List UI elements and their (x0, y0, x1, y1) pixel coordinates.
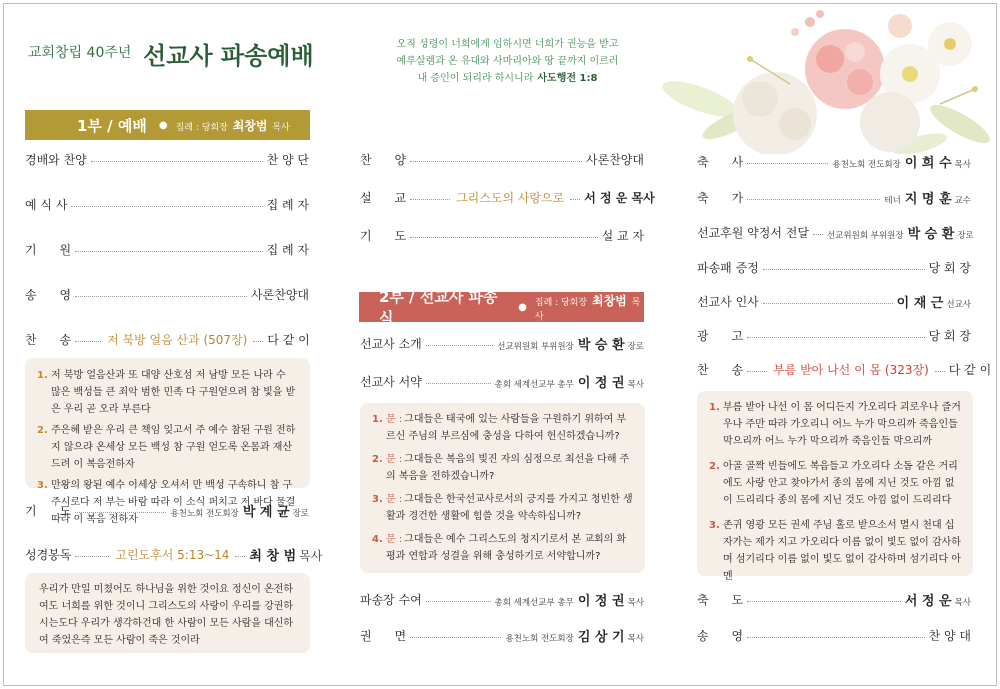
page-title: 선교사 파송예배 (143, 42, 314, 70)
vow-questions-box (360, 403, 645, 573)
program-row: 송 영 사론찬양대 (25, 287, 309, 302)
program-row: 예 식 사 집 례 자 (25, 197, 309, 212)
program-row: 선교후원 약정서 전달 선교위원회 부위원장 박 승 환 장로 (697, 225, 974, 242)
program-row: 축 사 용천노회 전도회장 이 희 수 목사 (697, 154, 971, 171)
list-item: 3. 만왕의 왕된 예수 이세상 오셔서 만 백성 구속하니 참 구주시로다 저 부는 바람 따라 이 소식 퍼치고 저 바다 물결 따라 이 복음 전하자 (37, 480, 296, 525)
part2-officiant: 집례 : 당회장 최창범 목사 (534, 294, 641, 322)
list-item: 2. 문 : 그대들은 복음의 빚진 자의 심정으로 최선을 다해 주의 복음을 전하겠습니까? (372, 454, 630, 482)
program-row: 선교사 인사 이 재 근 선교사 (697, 294, 971, 311)
program-row: 기 원 집 례 자 (25, 242, 309, 257)
hymn-title: 부름 받아 나선 이 몸 (323장) (773, 362, 929, 377)
scripture-reference: 고린도후서 5:13~14 (115, 547, 230, 562)
program-row: 기 도 용천노회 전도회장 박 계 균 장로 (25, 503, 309, 520)
list-item: 1. 부름 받아 나선 이 몸 어디든지 가오리다 괴로우나 즐거우나 주만 따라 가오리니 어느 누가 막으리까 죽음인들 막으리까 어느 누가 막으리까 죽음인들 막으리까 (709, 402, 961, 447)
hymn-title: 저 북방 얼음 산과 (507장) (107, 332, 248, 347)
program-row: 선교사 소개 선교위원회 부위원장 박 승 환 장로 (360, 336, 644, 353)
list-item: 2. 아골 골짝 빈들에도 복음들고 가오리다 소돔 같은 거리에도 사랑 안고 찾아가서 종의 몸에 지닌 것도 아낌 없이 드리리다 종의 몸에 지닌 것도 아낌 없이 드리리다 (709, 461, 958, 506)
program-row: 경배와 찬양 찬 양 단 (25, 152, 309, 167)
program-row: 찬 송 저 북방 얼음 산과 (507장) 다 같 이 (25, 332, 310, 347)
program-row: 성경봉독 고린도후서 5:13~14 최 창 범 목사 (25, 547, 323, 564)
scripture-text-box: 우리가 만일 미쳤어도 하나님을 위한 것이요 정신이 온전하여도 너희를 위한 것이니 그리스도의 사랑이 우리를 강권하시는도다 우리가 생각하건대 한 사람이 모든 사람을 대신하여 죽었은즉 모든 사람이 죽은 것이라 (25, 573, 310, 653)
program-row: 설 교 그리스도의 사랑으로 서 정 운 목사 (360, 190, 655, 205)
program-row: 송 영 찬 양 대 (697, 628, 971, 643)
anniversary-label: 교회창립 40주년 (28, 45, 132, 61)
program-row: 광 고 당 회 장 (697, 328, 971, 343)
list-item: 4. 문 : 그대들은 예수 그리스도의 청지기로서 본 교회의 화평과 연합과 성결을 위해 충성하기로 서약합니까? (372, 534, 627, 562)
program-row: 찬 송 부름 받아 나선 이 몸 (323장) 다 같 이 (697, 362, 992, 377)
bullet-icon: ● (518, 301, 527, 313)
quote-line: 예루살렘과 온 유대와 사마리아와 땅 끝까지 이르러 (396, 56, 619, 67)
flower-decoration-icon (660, 4, 996, 154)
list-item: 3. 존귀 영광 모든 권세 주님 홀로 받으소서 멸시 천대 십자가는 제가 지고 가오리다 이름 없이 빛도 없이 감사하며 섬기리다 이름 없이 빛도 없이 감사하며 섬기리다 아멘 (709, 520, 961, 582)
scripture-quote (365, 36, 650, 87)
program-row: 권 면 용천노회 전도회장 김 상 기 목사 (360, 628, 644, 645)
part2-title: 2부 / 선교사 파송식 (379, 288, 498, 327)
list-item: 1. 문 : 그대들은 태국에 있는 사람들을 구원하기 위하여 부르신 주님의 부르심에 충성을 다하여 헌신하겠습니까? (372, 414, 627, 442)
list-item: 2. 주은혜 받은 우리 큰 책임 잊고서 주 예수 참된 구원 전하지 않으랴 온세상 모든 백성 참 구원 얻도록 온몸과 재산 드려 이 복음전하자 (37, 425, 296, 470)
part1-title: 1부 / 예배 (77, 116, 147, 135)
part1-officiant: 집례 : 당회장 최창범 목사 (175, 118, 290, 133)
program-row: 파송장 수여 총회 세계선교부 총무 이 정 권 목사 (360, 592, 644, 609)
program-row: 파송패 증정 당 회 장 (697, 260, 971, 275)
bullet-icon: ● (158, 119, 168, 131)
program-row: 선교사 서약 총회 세계선교부 총무 이 정 권 목사 (360, 374, 644, 391)
program-row: 축 가 테너 지 명 훈 교수 (697, 190, 971, 207)
part2-header (359, 288, 644, 327)
program-row: 찬 양 사론찬양대 (360, 152, 644, 167)
list-item: 3. 문 : 그대들은 한국선교사로서의 긍지를 가지고 청빈한 생활과 경건한 생활에 힘쓸 것을 약속하십니까? (372, 494, 633, 522)
list-item: 1. 저 북방 얼음산과 또 대양 산호섬 저 남방 모든 나라 수 많은 백성들 큰 죄악 범한 민족 다 구원얻으려 참 빛을 받은 우리 곧 오라 부른다 (37, 370, 296, 415)
sermon-title: 그리스도의 사랑으로 (456, 190, 565, 205)
program-row: 기 도 설 교 자 (360, 228, 644, 243)
quote-line: 오직 성령이 너희에게 임하시면 너희가 권능을 받고 (396, 39, 619, 50)
quote-line: 내 증인이 되리라 하시니라 사도행전 1:8 (417, 73, 598, 84)
hymn-lyrics-box (697, 391, 973, 582)
program-row: 축 도 서 정 운 목사 (697, 592, 971, 609)
quote-reference: 사도행전 1:8 (537, 73, 598, 84)
part1-header (25, 110, 310, 140)
